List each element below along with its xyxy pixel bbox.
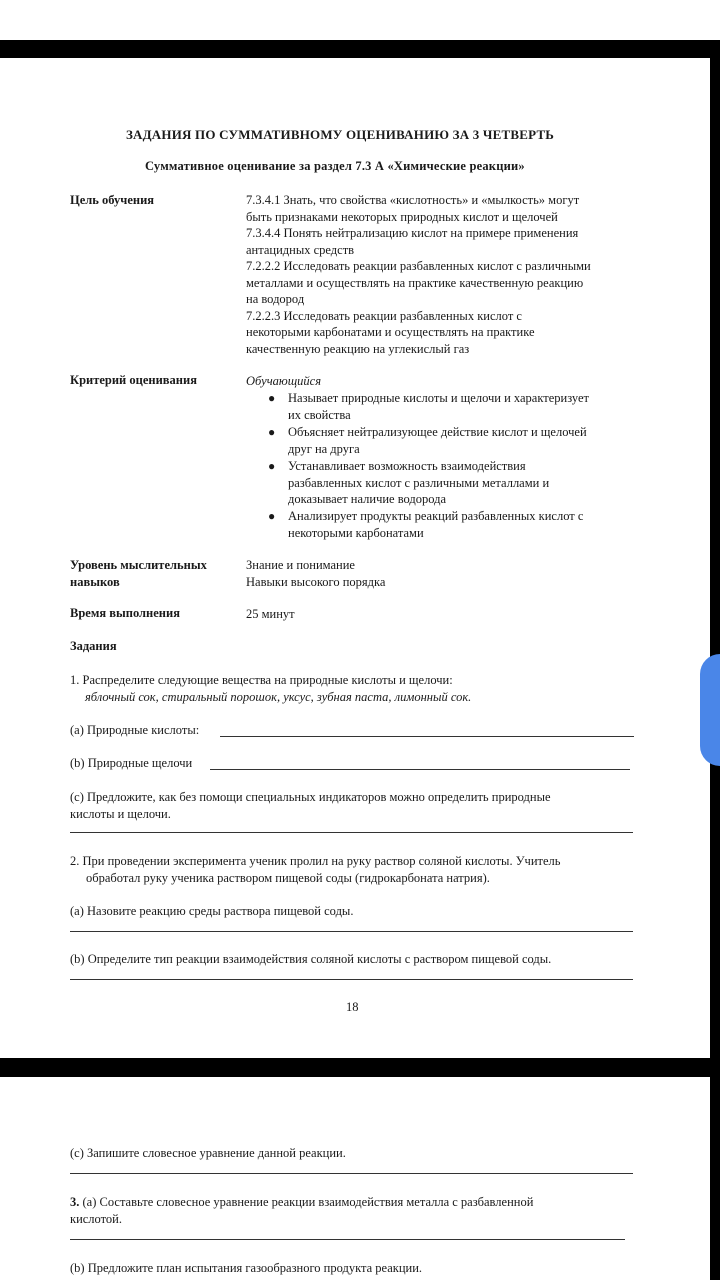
time-label: Время выполнения: [70, 606, 180, 620]
document-page-2: [0, 1077, 710, 1280]
question-1-substances: яблочный сок, стиральный порошок, уксус, зубная паста, лимонный сок.: [85, 690, 472, 704]
skills-label: Уровень мыслительных навыков: [70, 558, 207, 589]
criteria-item: ● Называет природные кислоты и щелочи и характеризует их свойства: [268, 391, 589, 422]
question-2b: (b) Определите тип реакции взаимодействия соляной кислоты с раствором пищевой соды.: [70, 952, 552, 966]
goal-text: 7.3.4.1 Знать, что свойства «кислотность» и «мылкость» могут быть признаками некоторых природных кислот и щелочей 7.3.4.4 Понять нейтрализацию кислот на примере применения антацидных средств 7.2.2.2 Исследовать реакции разбавленных кислот с различными металлами и осуществлять на практике качественную реакцию на водород 7.2.2.3 Исследовать реакции разбавленных кислот с некоторыми карбонатами и осуществлять на практике качественную реакцию на углекислый газ: [246, 193, 591, 356]
criteria-item: ● Устанавливает возможность взаимодействия разбавленных кислот с различными металлами и доказывает наличие водорода: [268, 459, 550, 506]
criteria-label: Критерий оценивания: [70, 373, 197, 387]
question-1b: (b) Природные щелочи: [70, 756, 193, 770]
question-3: 3. (a) Составьте словесное уравнение реакции взаимодействия металла с разбавленной кислотой.: [70, 1195, 534, 1226]
question-2a: (a) Назовите реакцию среды раствора пищевой соды.: [70, 904, 354, 918]
answer-line[interactable]: [70, 832, 633, 833]
criteria-item: ● Объясняет нейтрализующее действие кислот и щелочей друг на друга: [268, 425, 587, 456]
document-title: ЗАДАНИЯ ПО СУММАТИВНОМУ ОЦЕНИВАНИЮ ЗА 3 ЧЕТВЕРТЬ: [126, 127, 555, 142]
criteria-intro: Обучающийся: [246, 374, 322, 388]
goal-label: Цель обучения: [70, 193, 155, 207]
question-2c: (c) Запишите словесное уравнение данной реакции.: [70, 1146, 346, 1160]
question-2: 2. При проведении эксперимента ученик пролил на руку раствор соляной кислоты. Учитель обработал руку ученика раствором пищевой соды (гидрокарбоната натрия).: [70, 854, 561, 885]
time-value: 25 минут: [246, 607, 295, 621]
question-1a: (a) Природные кислоты:: [70, 723, 200, 737]
answer-line[interactable]: [210, 769, 630, 770]
answer-line[interactable]: [70, 1239, 625, 1240]
scroll-handle[interactable]: [700, 654, 720, 766]
document-page-1: [0, 58, 710, 1058]
page-number: 18: [346, 1000, 359, 1014]
previous-page-bottom: [0, 0, 720, 40]
answer-line[interactable]: [70, 1173, 633, 1174]
tasks-heading: Задания: [70, 639, 117, 653]
answer-line[interactable]: [70, 979, 633, 980]
document-subtitle: Суммативное оценивание за раздел 7.3 А «Химические реакции»: [145, 159, 525, 173]
skills-values: Знание и понимание Навыки высокого порядка: [246, 558, 386, 589]
question-3b: (b) Предложите план испытания газообразного продукта реакции.: [70, 1261, 423, 1275]
question-1: 1. Распределите следующие вещества на природные кислоты и щелочи:: [70, 673, 453, 687]
answer-line[interactable]: [70, 931, 633, 932]
question-1c: (c) Предложите, как без помощи специальных индикаторов можно определить природные кислоты и щелочи.: [70, 790, 551, 821]
criteria-item: ● Анализирует продукты реакций разбавленных кислот с некоторыми карбонатами: [268, 509, 584, 540]
answer-line[interactable]: [220, 736, 634, 737]
